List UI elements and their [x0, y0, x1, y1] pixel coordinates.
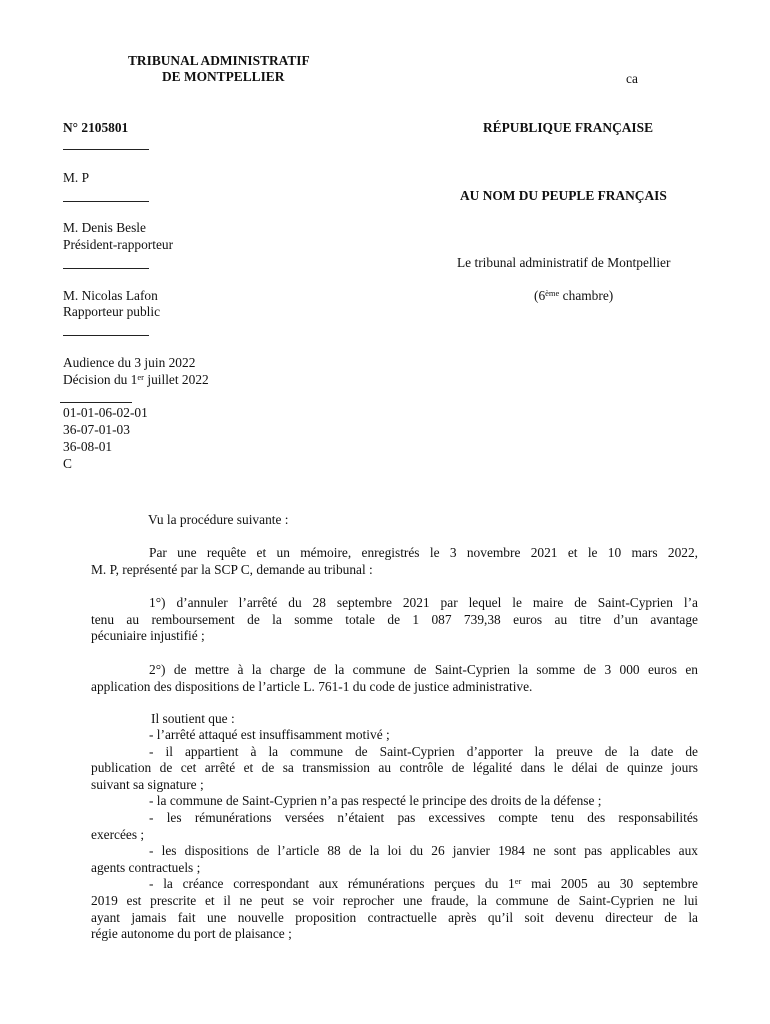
- divider: [63, 201, 149, 202]
- text-line: tenu au remboursement de la somme totale de 1 087 739,38 euros au titre d’un avantage: [91, 611, 698, 627]
- argument-list: [91, 727, 698, 943]
- court-name-line2: DE MONTPELLIER: [162, 69, 285, 84]
- rapporteur-name: M. Nicolas Lafon: [63, 288, 158, 303]
- paragraph-claim-1: [91, 595, 698, 645]
- text-line: régie autonome du port de plaisance ;: [91, 926, 292, 942]
- classification-code: 36-08-01: [63, 439, 113, 454]
- text-line: - la créance correspondant aux rémunérations perçues du 1er mai 2005 au 30 septembre: [149, 876, 698, 892]
- text-line: agents contractuels ;: [91, 859, 201, 875]
- text-line: Par une requête et un mémoire, enregistrés le 3 novembre 2021 et le 10 mars 2022,: [149, 545, 698, 560]
- classification-code: C: [63, 456, 72, 471]
- classification-code: 01-01-06-02-01: [63, 405, 148, 420]
- text-line: - les dispositions de l’article 88 de la loi du 26 janvier 1984 ne sont pas applicables aux: [149, 843, 698, 859]
- text-line: ayant jamais fait une nouvelle proposition contractuelle après qu’il soit devenu directeur de la: [91, 909, 698, 925]
- classification-code: 36-07-01-03: [63, 422, 130, 437]
- divider: [60, 402, 132, 403]
- rapporteur-role: Rapporteur public: [63, 304, 161, 319]
- text-line: exercées ;: [91, 826, 145, 842]
- divider: [63, 149, 149, 150]
- hearing-date: Audience du 3 juin 2022: [63, 355, 196, 370]
- divider: [63, 335, 149, 336]
- president-role: Président-rapporteur: [63, 237, 174, 252]
- text-line: suivant sa signature ;: [91, 776, 204, 792]
- ca-mark: ca: [626, 71, 638, 86]
- divider: [63, 268, 149, 269]
- paragraph-request: [91, 545, 698, 578]
- argument-item: - la commune de Saint-Cyprien n’a pas respecté le principe des droits de la défense ;: [149, 793, 602, 809]
- text-line: - il appartient à la commune de Saint-Cyprien d’apporter la preuve de la date de: [149, 743, 698, 759]
- president-name: M. Denis Besle: [63, 220, 146, 235]
- text-line: M. P, représenté par la SCP C, demande au tribunal :: [91, 561, 373, 577]
- text-line: 2°) de mettre à la charge de la commune de Saint-Cyprien la somme de 3 000 euros en: [149, 662, 698, 677]
- procedure-intro: Vu la procédure suivante :: [148, 512, 289, 527]
- arguments-intro: Il soutient que :: [151, 711, 235, 726]
- text-line: - les rémunérations versées n’étaient pas excessives compte tenu des responsabilités: [149, 809, 698, 825]
- text-line: pécuniaire injustifié ;: [91, 628, 205, 644]
- court-name-line1: TRIBUNAL ADMINISTRATIF: [128, 53, 310, 68]
- case-number: N° 2105801: [63, 120, 129, 135]
- tribunal-name: Le tribunal administratif de Montpellier: [457, 255, 671, 270]
- argument-item: - l’arrêté attaqué est insuffisamment motivé ;: [149, 727, 390, 742]
- party-name: M. P: [63, 170, 90, 185]
- in-name-heading: AU NOM DU PEUPLE FRANÇAIS: [460, 188, 667, 203]
- text-line: application des dispositions de l’article L. 761-1 du code de justice administrative.: [91, 678, 533, 694]
- chamber: (6ème chambre): [534, 288, 614, 303]
- text-line: 2019 est prescrite et il ne peut se voir reprocher une fraude, la commune de Saint-Cyprien ne lui: [91, 892, 698, 908]
- text-line: 1°) d’annuler l’arrêté du 28 septembre 2021 par lequel le maire de Saint-Cyprien l’a: [149, 595, 698, 610]
- decision-date: Décision du 1er juillet 2022: [63, 372, 209, 387]
- paragraph-claim-2: [91, 662, 698, 695]
- text-line: publication de cet arrêté et de sa transmission au contrôle de légalité dans le délai de quinze jours: [91, 760, 698, 776]
- republic-heading: RÉPUBLIQUE FRANÇAISE: [483, 120, 654, 135]
